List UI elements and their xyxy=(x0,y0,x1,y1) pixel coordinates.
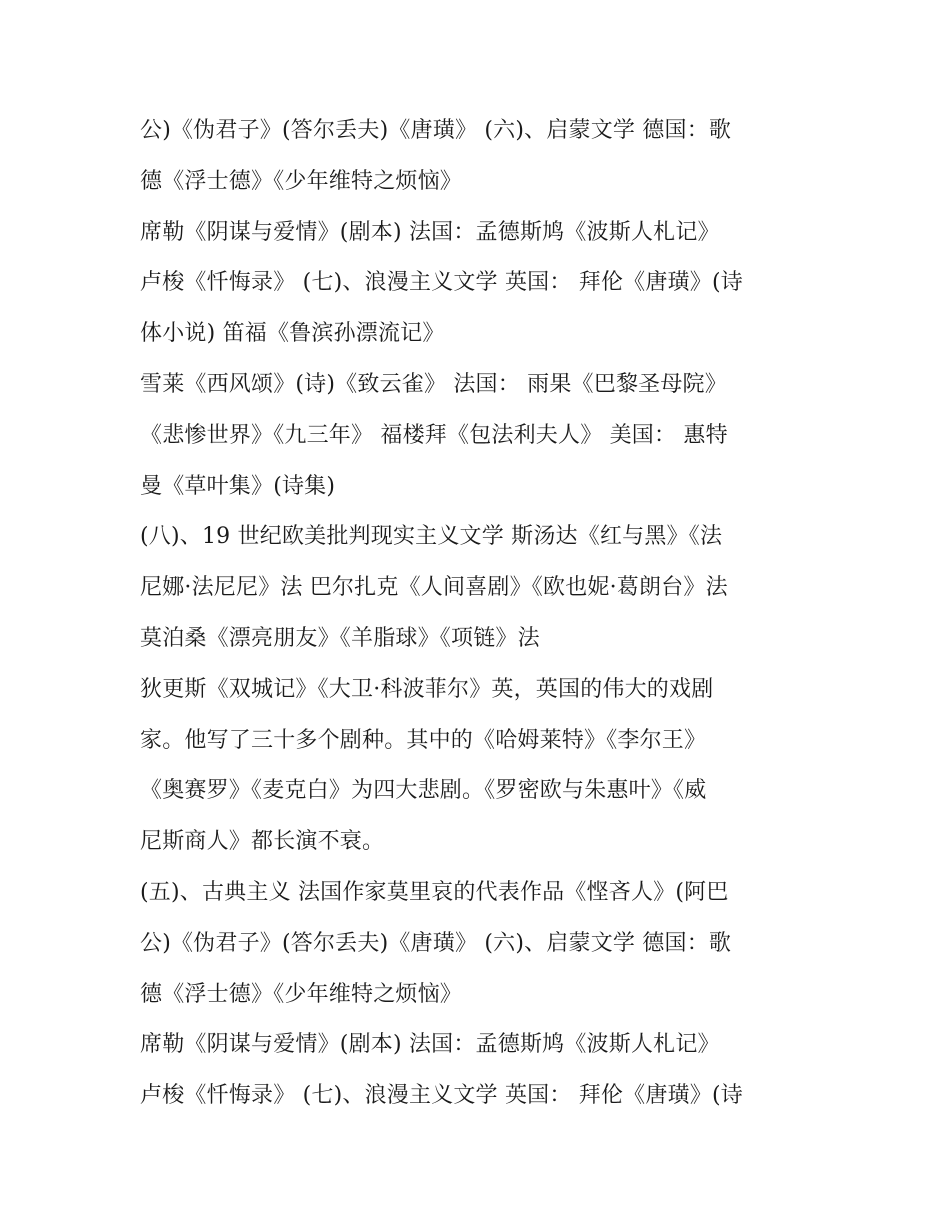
text-line-10: 尼娜·法尼尼》法 巴尔扎克《人间喜剧》《欧也妮·葛朗台》法 xyxy=(140,575,728,601)
text-line-16: (五)、古典主义 法国作家莫里哀的代表作品《悭吝人》(阿巴 xyxy=(140,879,729,905)
text-line-2: 德《浮士德》《少年维特之烦恼》 xyxy=(140,168,463,194)
text-line-15: 尼斯商人》都长演不衰。 xyxy=(140,829,385,855)
text-line-20: 卢梭《忏悔录》 (七)、浪漫主义文学 英国： 拜伦《唐璜》(诗 xyxy=(140,1083,743,1109)
text-line-18: 德《浮士德》《少年维特之烦恼》 xyxy=(140,981,463,1007)
text-line-8: 曼《草叶集》(诗集) xyxy=(140,473,336,499)
text-line-3: 席勒《阴谋与爱情》(剧本) 法国：孟德斯鸠《波斯人札记》 xyxy=(140,219,720,245)
text-line-19: 席勒《阴谋与爱情》(剧本) 法国：孟德斯鸠《波斯人札记》 xyxy=(140,1032,720,1058)
text-line-1: 公)《伪君子》(答尔丢夫)《唐璜》 (六)、启蒙文学 德国：歌 xyxy=(140,118,732,143)
text-line-14: 《奥赛罗》《麦克白》为四大悲剧。《罗密欧与朱惠叶》《威 xyxy=(140,778,707,804)
text-line-4: 卢梭《忏悔录》 (七)、浪漫主义文学 英国： 拜伦《唐璜》(诗 xyxy=(140,270,743,296)
text-line-7: 《悲惨世界》《九三年》 福楼拜《包法利夫人》 美国： 惠特 xyxy=(140,422,728,448)
text-line-17: 公)《伪君子》(答尔丢夫)《唐璜》 (六)、启蒙文学 德国：歌 xyxy=(140,930,732,956)
text-line-13: 家。他写了三十多个剧种。其中的《哈姆莱特》《李尔王》 xyxy=(140,727,707,753)
text-line-6: 雪莱《西风颂》(诗)《致云雀》 法国： 雨果《巴黎圣母院》 xyxy=(140,371,727,397)
document-body xyxy=(140,106,830,1122)
text-line-9: (八)、19 世纪欧美批判现实主义文学 斯汤达《红与黑》《法 xyxy=(140,524,723,550)
text-line-5: 体小说) 笛福《鲁滨孙漂流记》 xyxy=(140,321,445,347)
text-line-12: 狄更斯《双城记》《大卫·科波菲尔》英，英国的伟大的戏剧 xyxy=(140,676,714,702)
text-line-11: 莫泊桑《漂亮朋友》《羊脂球》《项链》法 xyxy=(140,625,540,651)
